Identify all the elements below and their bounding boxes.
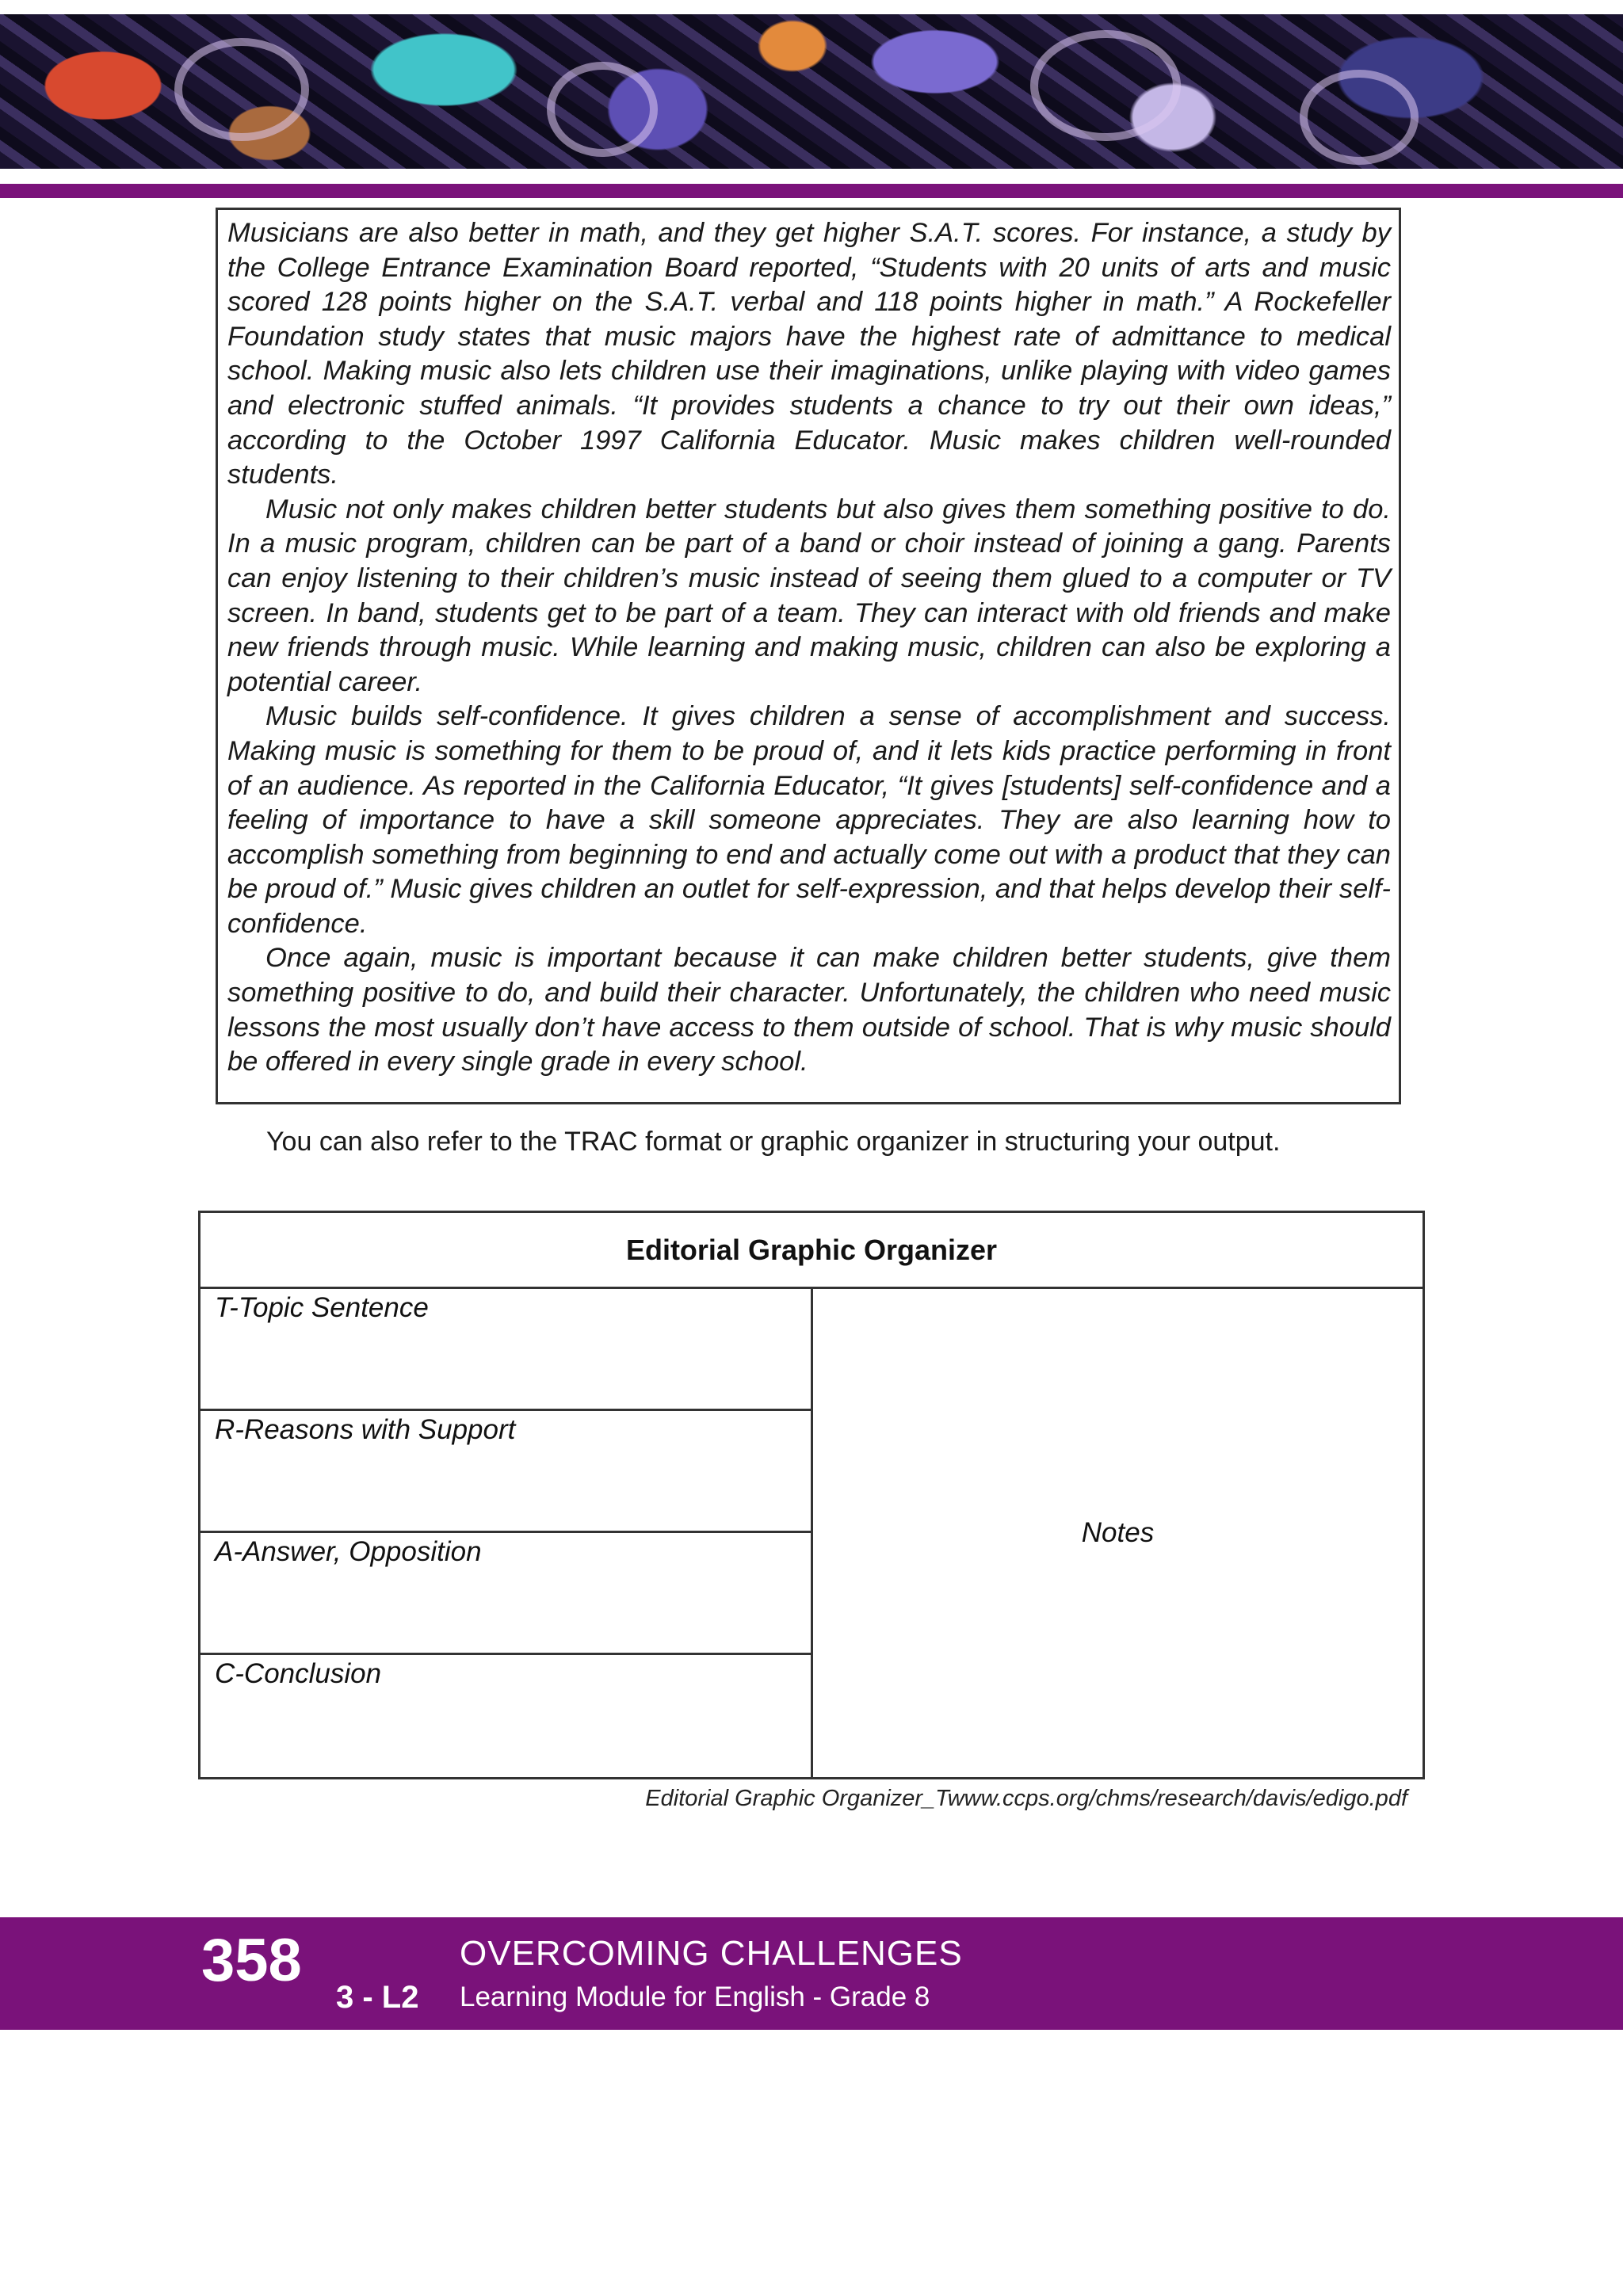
organizer-row-conclusion: C-Conclusion [215,1658,382,1689]
page-footer [0,1917,1623,2030]
header-rule [0,184,1623,198]
essay-paragraph: Music builds self-confidence. It gives children a sense of accomplishment and success. Making music is something for them to be proud of, and it lets kids practice performing in front of an audience. As reported in the California Educator, “It gives [students] self-confidence and a feeling of importance to have a skill someone appreciates. They are also learning how to accomplish something from beginning to end and actually come out with a product that they can be proud of.” Music gives children an outlet for self-expression, and that helps develop their self-confidence. [227,701,1391,939]
organizer-row-topic: T-Topic Sentence [200,1289,811,1411]
organizer-title: Editorial Graphic Organizer [200,1213,1423,1289]
trac-instruction: You can also refer to the TRAC format or graphic organizer in structuring your output. [266,1127,1281,1157]
organizer-source-credit: Editorial Graphic Organizer_Twww.ccps.org/chms/research/davis/edigo.pdf [645,1786,1407,1811]
essay-paragraph: Musicians are also better in math, and they get higher S.A.T. scores. For instance, a study by the College Entrance Examination Board reported, “Students with 20 units of arts and music scored 128 points higher on the S.A.T. verbal and 118 points higher in math.” A Rockefeller Foundation study states that music majors have the highest rate of admittance to medical school. Making music also lets children use their imaginations, unlike playing with video games and electronic stuffed animals. “It provides students a chance to try out their own ideas,” according to the October 1997 California Educator. Music makes children well-rounded students. [227,218,1391,490]
essay-excerpt-box [216,208,1401,1104]
organizer-row-reasons: R-Reasons with Support [200,1411,811,1533]
module-subtitle: Learning Module for English - Grade 8 [460,1981,930,2012]
page-number: 358 [201,1927,302,1994]
essay-paragraph: Once again, music is important because it can make children better students, give them something positive to do, and build their character. Unfortunately, the children who need music lessons the most usually don’t have access to them outside of school. That is why music should be offered in every single grade in every school. [227,943,1391,1077]
module-title: OVERCOMING CHALLENGES [460,1934,963,1973]
trac-column [200,1289,813,1777]
unit-code: 3 - L2 [336,1980,419,2015]
notes-column [813,1289,1423,1777]
notes-label: Notes [1081,1517,1155,1548]
organizer-row-answer: A-Answer, Opposition [200,1533,811,1655]
editorial-graphic-organizer [198,1211,1425,1779]
decorative-header-banner [0,14,1623,169]
essay-paragraph: Music not only makes children better students but also gives them something positive to do. In a music program, children can be part of a band or choir instead of joining a gang. Parents can enjoy listening to their children’s music instead of seeing them glued to a computer or TV screen. In band, students get to be part of a team. They can interact with old friends and make new friends through music. While learning and making music, children can also be exploring a potential career. [227,494,1391,697]
